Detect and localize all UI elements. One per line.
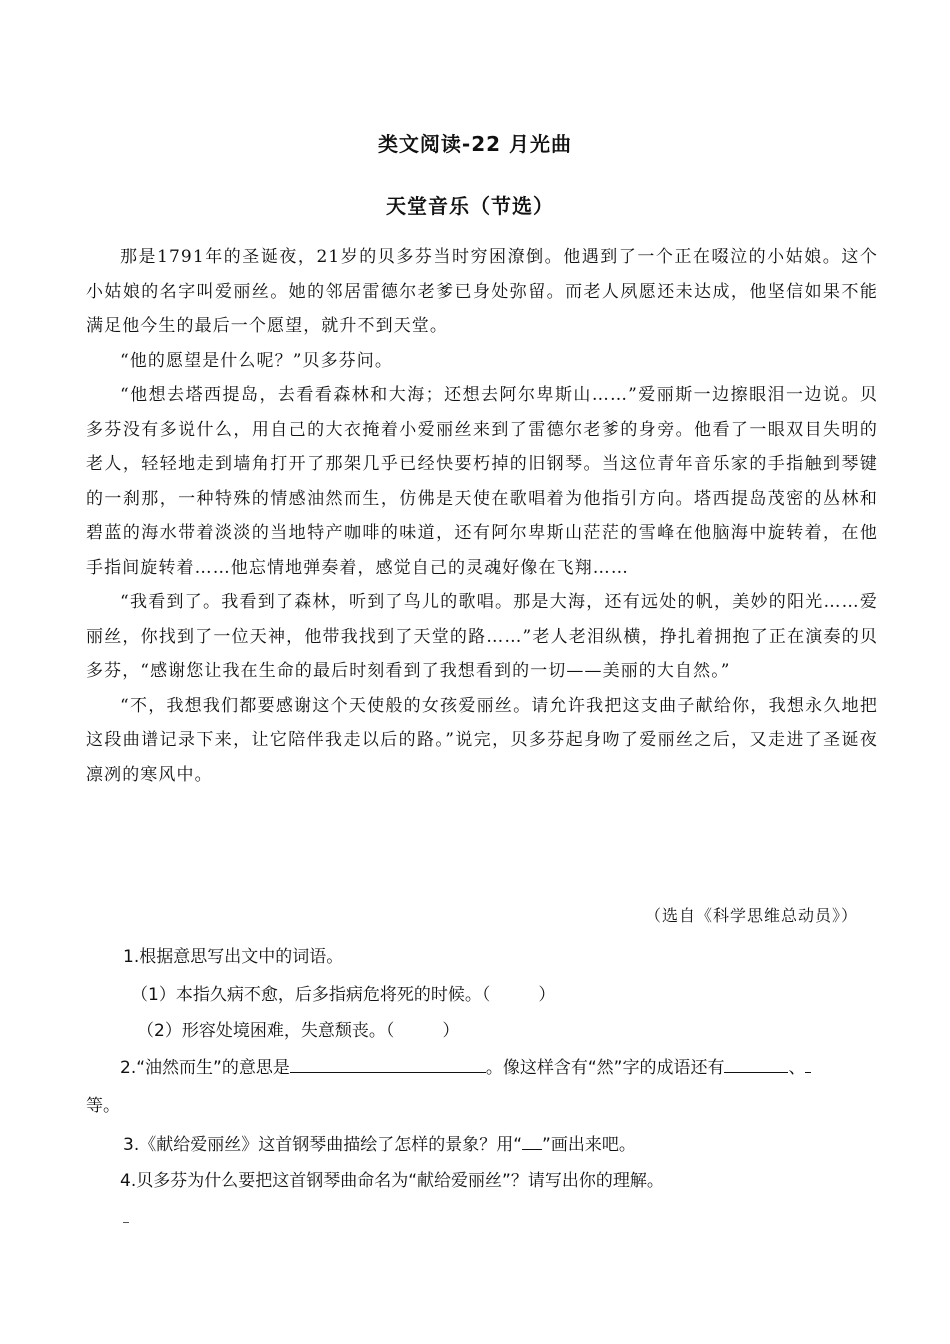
question-3 bbox=[123, 1130, 636, 1155]
answer-line-stub[interactable] bbox=[123, 1222, 129, 1223]
source-citation: （选自《科学思维总动员》） bbox=[644, 906, 858, 925]
question-1: 1.根据意思写出文中的词语。 bbox=[123, 947, 344, 967]
answer-blank[interactable] bbox=[290, 1071, 486, 1073]
question-text: （2）形容处境困难，失意颓丧。（ bbox=[137, 1021, 395, 1041]
question-text: ） bbox=[538, 985, 556, 1005]
question-text: ”画出来吧。 bbox=[542, 1135, 636, 1155]
question-1-part-2 bbox=[137, 1016, 459, 1041]
paragraph: 那是1791年的圣诞夜，21岁的贝多芬当时穷困潦倒。他遇到了一个正在啜泣的小姑娘。这个小姑娘的名字叫爱丽丝。她的邻居雷德尔老爹已身处弥留。而老人夙愿还未达成，他坚信如果不能满足他今生的最后一个愿望，就升不到天堂。 bbox=[86, 247, 878, 336]
question-text: 。像这样含有“然”字的成语还有 bbox=[485, 1058, 725, 1078]
question-text: （1）本指久病不愈，后多指病危将死的时候。（ bbox=[131, 985, 491, 1005]
underline-sample bbox=[522, 1148, 542, 1150]
paragraph: “他的愿望是什么呢？”贝多芬问。 bbox=[120, 350, 393, 371]
paragraph: “不，我想我们都要感谢这个天使般的女孩爱丽丝。请允许我把这支曲子献给你，我想永久地把这段曲谱记录下来，让它陪伴我走以后的路。”说完，贝多芬起身吻了爱丽丝之后，又走进了圣诞夜凛冽的寒风中。 bbox=[86, 695, 878, 785]
answer-blank[interactable] bbox=[805, 1071, 811, 1073]
passage-body bbox=[86, 240, 878, 792]
question-text: 2.“油然而生”的意思是 bbox=[120, 1058, 290, 1078]
answer-blank[interactable] bbox=[724, 1071, 788, 1073]
question-2-continued: 等。 bbox=[86, 1096, 120, 1116]
passage-title: 天堂音乐（节选） bbox=[386, 194, 554, 218]
question-text: 3.《献给爱丽丝》这首钢琴曲描绘了怎样的景象？用“ bbox=[123, 1135, 523, 1155]
paragraph: “他想去塔西提岛，去看看森林和大海；还想去阿尔卑斯山……”爱丽斯一边擦眼泪一边说。贝多芬没有多说什么，用自己的大衣掩着小爱丽丝来到了雷德尔老爹的身旁。他看了一眼双目失明的老人，轻轻地走到墙角打开了那架几乎已经快要朽掉的旧钢琴。当这位青年音乐家的手指触到琴键的一刹那，一种特殊的情感油然而生，仿佛是天使在歌唱着为他指引方向。塔西提岛茂密的丛林和碧蓝的海水带着淡淡的当地特产咖啡的味道，还有阿尔卑斯山茫茫的雪峰在他脑海中旋转着，在他手指间旋转着……他忘情地弹奏着，感觉自己的灵魂好像在飞翔…… bbox=[86, 385, 878, 578]
question-1-part-1 bbox=[131, 980, 555, 1005]
question-4: 4.贝多芬为什么要把这首钢琴曲命名为“献给爱丽丝”？请写出你的理解。 bbox=[120, 1171, 664, 1191]
paragraph: “我看到了。我看到了森林，听到了鸟儿的歌唱。那是大海，还有远处的帆，美妙的阳光……爱丽丝，你找到了一位天神，他带我找到了天堂的路……”老人老泪纵横，挣扎着拥抱了正在演奏的贝多芬，“感谢您让我在生命的最后时刻看到了我想看到的一切——美丽的大自然。” bbox=[86, 592, 878, 681]
question-text: ） bbox=[442, 1021, 460, 1041]
question-2 bbox=[120, 1053, 811, 1078]
question-text: 、 bbox=[788, 1058, 806, 1078]
page-title: 类文阅读-22 月光曲 bbox=[377, 132, 573, 156]
